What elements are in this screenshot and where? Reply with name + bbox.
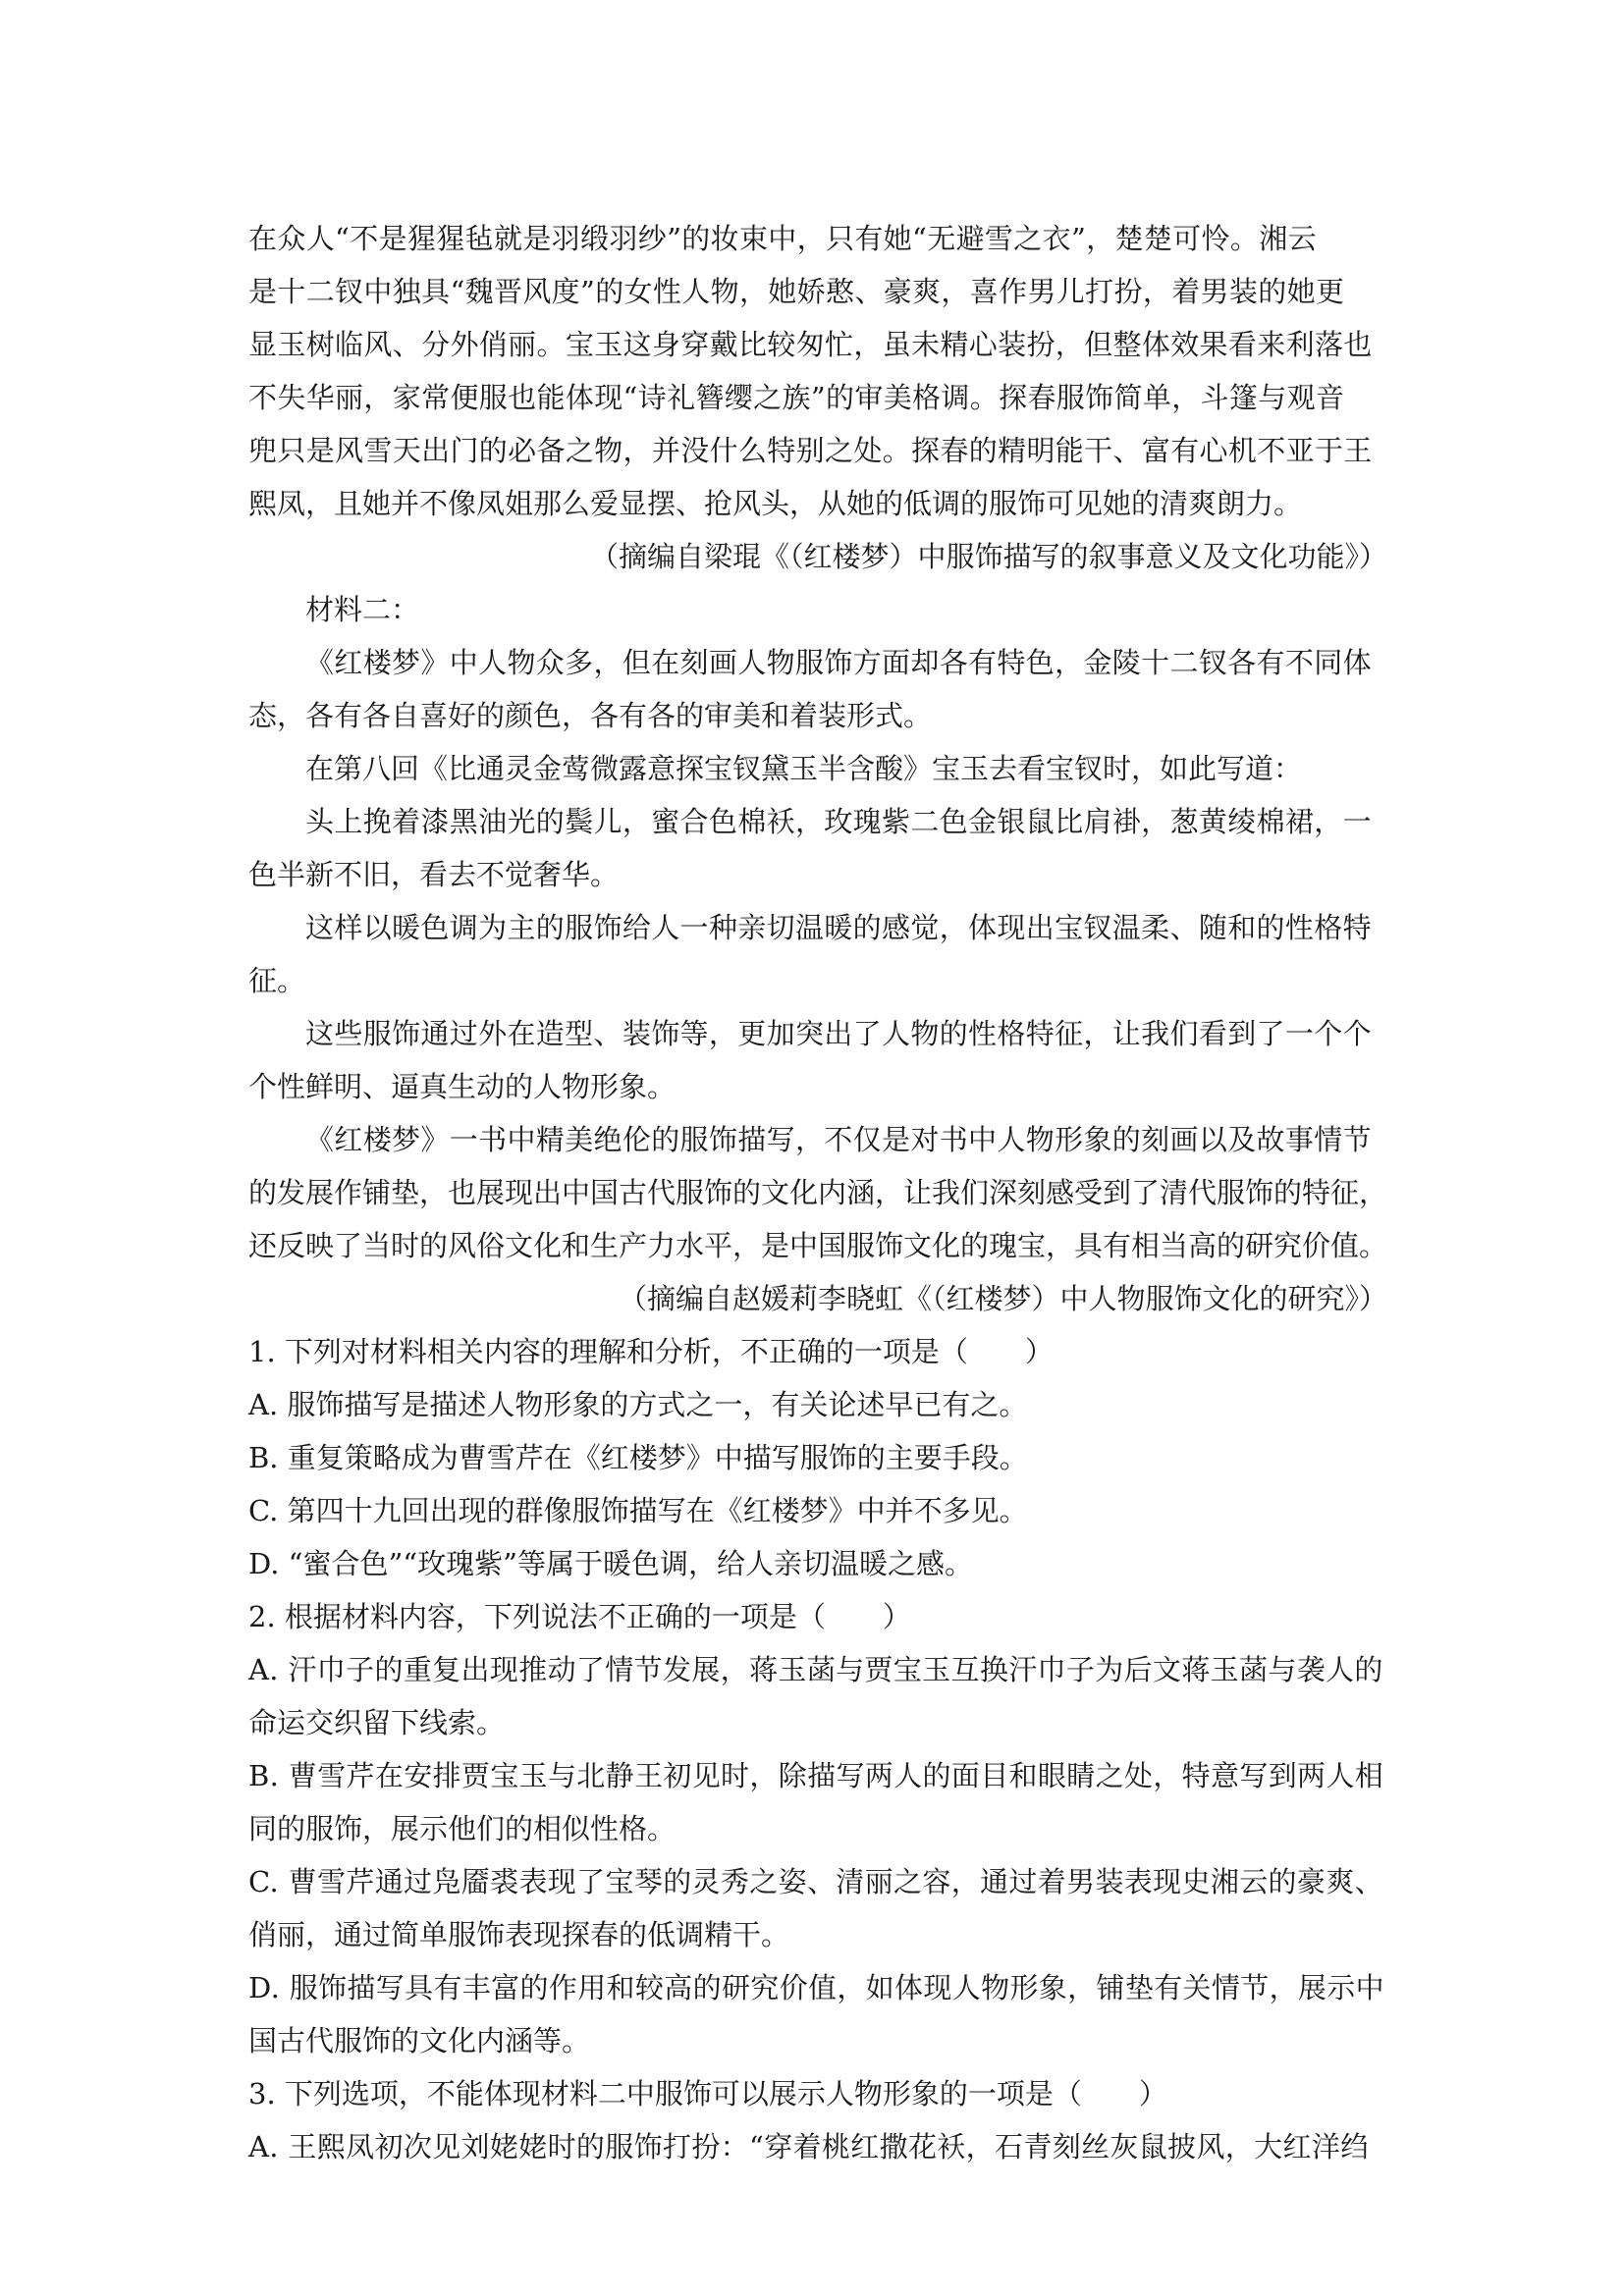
option-a: A. 王熙凤初次见刘姥姥时的服饰打扮：“穿着桃红撒花袄，石青刻丝灰鼠披风，大红洋绉 [248, 2130, 1370, 2163]
question-3 [248, 2067, 1387, 2173]
material-two [248, 636, 1387, 1272]
text-line: 还反映了当时的风俗文化和生产力水平，是中国服饰文化的瑰宝，具有相当高的研究价值。 [248, 1229, 1388, 1262]
question-stem: 1. 下列对材料相关内容的理解和分析，不正确的一项是（ ） [248, 1335, 1054, 1368]
option-c: C. 第四十九回出现的群像服饰描写在《红楼梦》中并不多见。 [248, 1494, 1028, 1527]
text-line: 这样以暖色调为主的服饰给人一种亲切温暖的感觉，体现出宝钗温柔、随和的性格特 [305, 911, 1372, 944]
text-line: 是十二钗中独具“魏晋风度”的女性人物，她娇憨、豪爽，喜作男儿打扮，着男装的她更 [248, 275, 1345, 308]
option-b: B. 曹雪芹在安排贾宝玉与北静王初见时，除描写两人的面目和眼睛之处，特意写到两人相 [248, 1759, 1384, 1792]
text-line: 征。 [248, 964, 306, 997]
material-one-tail [248, 212, 1387, 530]
exam-page [248, 212, 1387, 2173]
question-stem: 2. 根据材料内容，下列说法不正确的一项是（ ） [248, 1600, 911, 1633]
text-line: 熙凤，且她并不像凤姐那么爱显摆、抢风头，从她的低调的服饰可见她的清爽朗力。 [248, 487, 1303, 520]
text-line: 在众人“不是猩猩毡就是羽缎羽纱”的妆束中，只有她“无避雪之衣”，楚楚可怜。湘云 [248, 222, 1317, 255]
quote-line: 头上挽着漆黑油光的鬓儿，蜜合色棉袄，玫瑰紫二色金银鼠比肩褂，葱黄绫棉裙，一 [305, 805, 1372, 838]
option-d-cont: 国古代服饰的文化内涵等。 [248, 2024, 591, 2057]
option-c: C. 曹雪芹通过凫靥裘表现了宝琴的灵秀之姿、清丽之容，通过着男装表现史湘云的豪爽、 [248, 1865, 1383, 1898]
option-b-cont: 同的服饰，展示他们的相似性格。 [248, 1812, 677, 1845]
option-a: A. 服饰描写是描述人物形象的方式之一，有关论述早已有之。 [248, 1388, 1028, 1421]
option-b: B. 重复策略成为曹雪芹在《红楼梦》中描写服饰的主要手段。 [248, 1441, 1028, 1474]
text-line: 显玉树临风、分外俏丽。宝玉这身穿戴比较匆忙，虽未精心装扮，但整体效果看来利落也 [248, 328, 1373, 361]
text-line: 个性鲜明、逼真生动的人物形象。 [248, 1070, 677, 1103]
text-line: 《红楼梦》中人物众多，但在刻画人物服饰方面却各有特色，金陵十二钗各有不同体 [305, 646, 1372, 679]
text-line: 态，各有各自喜好的颜色，各有各的审美和着装形式。 [248, 699, 933, 732]
question-1 [248, 1325, 1387, 1590]
question-stem: 3. 下列选项，不能体现材料二中服饰可以展示人物形象的一项是（ ） [248, 2077, 1167, 2110]
text-line: 在第八回《比通灵金莺微露意探宝钗黛玉半含酸》宝玉去看宝钗时，如此写道： [305, 752, 1303, 785]
quote-line: 色半新不旧，看去不觉奢华。 [248, 858, 620, 891]
material-heading: 材料二： [305, 593, 420, 626]
text-line: 《红楼梦》一书中精美绝伦的服饰描写，不仅是对书中人物形象的刻画以及故事情节 [305, 1123, 1372, 1156]
option-d: D. 服饰描写具有丰富的作用和较高的研究价值，如体现人物形象，铺垫有关情节，展示中 [248, 1971, 1385, 2004]
text-line: 兜只是风雪天出门的必备之物，并没什么特别之处。探春的精明能干、富有心机不亚于王 [248, 434, 1373, 467]
source-citation: （摘编自梁琨《（红楼梦）中服饰描写的叙事意义及文化功能》） [589, 540, 1387, 573]
option-a-cont: 命运交织留下线索。 [248, 1706, 506, 1739]
question-2 [248, 1590, 1387, 2067]
option-c-cont: 俏丽，通过简单服饰表现探春的低调精干。 [248, 1918, 790, 1951]
option-a: A. 汗巾子的重复出现推动了情节发展，蒋玉菡与贾宝玉互换汗巾子为后文蒋玉菡与袭人的 [248, 1653, 1383, 1686]
text-line: 这些服饰通过外在造型、装饰等，更加突出了人物的性格特征，让我们看到了一个个 [305, 1017, 1372, 1050]
source-citation: （摘编自赵媛莉李晓虹《（红楼梦）中人物服饰文化的研究》） [618, 1282, 1387, 1315]
option-d: D. “蜜合色”“玫瑰紫”等属于暖色调，给人亲切温暖之感。 [248, 1547, 973, 1580]
text-line: 不失华丽，家常便服也能体现“诗礼簪缨之族”的审美格调。探春服饰简单，斗篷与观音 [248, 381, 1345, 414]
text-line: 的发展作铺垫，也展现出中国古代服饰的文化内涵，让我们深刻感受到了清代服饰的特征， [248, 1176, 1388, 1209]
